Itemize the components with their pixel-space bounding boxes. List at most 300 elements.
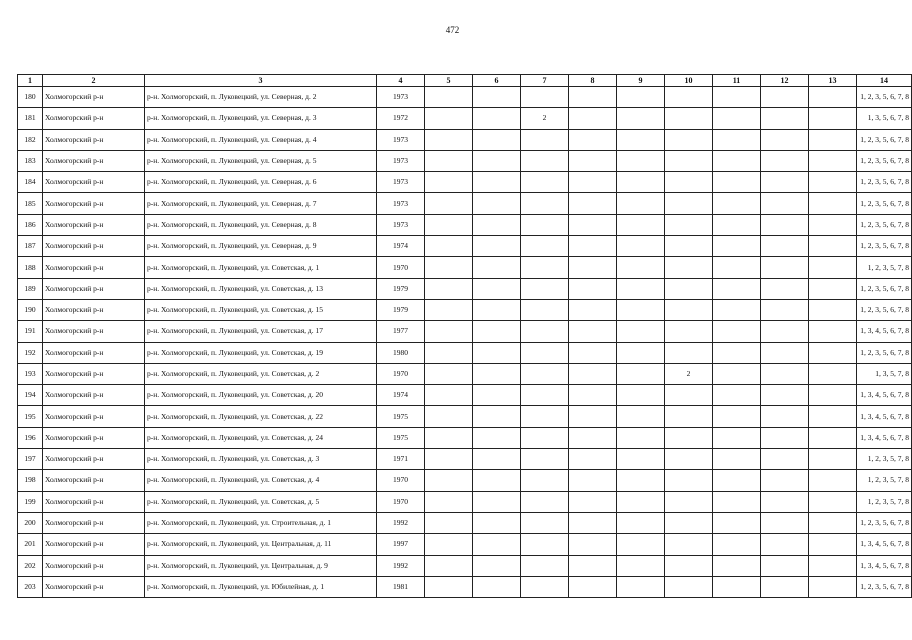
table-row xyxy=(18,512,912,533)
col-9-cell xyxy=(617,129,665,150)
district-cell: Холмогорский р-н xyxy=(43,172,145,193)
col-7-cell xyxy=(521,214,569,235)
col-13-cell xyxy=(809,150,857,171)
col-14-cell: 1, 2, 3, 5, 7, 8 xyxy=(857,470,912,491)
col-9-cell xyxy=(617,555,665,576)
district-cell: Холмогорский р-н xyxy=(43,87,145,108)
col-9-cell xyxy=(617,278,665,299)
col-13-cell xyxy=(809,555,857,576)
col-9-cell xyxy=(617,257,665,278)
district-cell: Холмогорский р-н xyxy=(43,214,145,235)
col-8-cell xyxy=(569,470,617,491)
col-10-cell xyxy=(665,449,713,470)
row-number: 186 xyxy=(18,214,43,235)
year-cell: 1971 xyxy=(377,449,425,470)
col-5-cell xyxy=(425,576,473,597)
col-8-cell xyxy=(569,172,617,193)
col-11-cell xyxy=(713,299,761,320)
table-row xyxy=(18,257,912,278)
table-row xyxy=(18,363,912,384)
col-9-cell xyxy=(617,491,665,512)
col-10-cell xyxy=(665,193,713,214)
district-cell: Холмогорский р-н xyxy=(43,491,145,512)
col-6-cell xyxy=(473,236,521,257)
col-9-cell xyxy=(617,236,665,257)
col-12-cell xyxy=(761,534,809,555)
col-14-cell: 1, 3, 4, 5, 6, 7, 8 xyxy=(857,406,912,427)
col-7-cell xyxy=(521,512,569,533)
col-11-cell xyxy=(713,534,761,555)
col-6-cell xyxy=(473,342,521,363)
col-12-cell xyxy=(761,278,809,299)
col-9-cell xyxy=(617,342,665,363)
address-cell: р-н. Холмогорский, п. Луковецкий, ул. Советская, д. 5 xyxy=(145,491,377,512)
col-9-cell xyxy=(617,214,665,235)
housing-registry-table xyxy=(17,74,912,598)
col-5-cell xyxy=(425,449,473,470)
col-14-cell: 1, 2, 3, 5, 6, 7, 8 xyxy=(857,236,912,257)
col-10-cell xyxy=(665,406,713,427)
col-10-cell xyxy=(665,129,713,150)
col-7-cell xyxy=(521,172,569,193)
col-5-cell xyxy=(425,236,473,257)
col-12-cell xyxy=(761,193,809,214)
col-7-cell xyxy=(521,321,569,342)
col-11-cell xyxy=(713,87,761,108)
col-13-cell xyxy=(809,236,857,257)
col-8-cell xyxy=(569,576,617,597)
col-10-cell xyxy=(665,172,713,193)
col-10-cell xyxy=(665,150,713,171)
table-row xyxy=(18,150,912,171)
col-10-cell xyxy=(665,299,713,320)
district-cell: Холмогорский р-н xyxy=(43,363,145,384)
col-12-cell xyxy=(761,257,809,278)
col-12-cell xyxy=(761,385,809,406)
district-cell: Холмогорский р-н xyxy=(43,321,145,342)
col-7-cell xyxy=(521,150,569,171)
year-cell: 1973 xyxy=(377,193,425,214)
col-11-cell xyxy=(713,491,761,512)
col-8-cell xyxy=(569,129,617,150)
col-14-cell: 1, 2, 3, 5, 6, 7, 8 xyxy=(857,150,912,171)
row-number: 192 xyxy=(18,342,43,363)
col-6-cell xyxy=(473,214,521,235)
col-9-cell xyxy=(617,385,665,406)
table-row xyxy=(18,342,912,363)
col-12-cell xyxy=(761,427,809,448)
col-14-cell: 1, 2, 3, 5, 6, 7, 8 xyxy=(857,87,912,108)
col-13-cell xyxy=(809,172,857,193)
col-12-cell xyxy=(761,406,809,427)
column-header-7: 7 xyxy=(521,75,569,87)
col-14-cell: 1, 2, 3, 5, 7, 8 xyxy=(857,491,912,512)
col-10-cell xyxy=(665,214,713,235)
address-cell: р-н. Холмогорский, п. Луковецкий, ул. Советская, д. 22 xyxy=(145,406,377,427)
col-13-cell xyxy=(809,534,857,555)
col-6-cell xyxy=(473,129,521,150)
col-5-cell xyxy=(425,512,473,533)
column-header-1: 1 xyxy=(18,75,43,87)
address-cell: р-н. Холмогорский, п. Луковецкий, ул. Советская, д. 15 xyxy=(145,299,377,320)
col-13-cell xyxy=(809,87,857,108)
col-6-cell xyxy=(473,555,521,576)
address-cell: р-н. Холмогорский, п. Луковецкий, ул. Центральная, д. 11 xyxy=(145,534,377,555)
col-9-cell xyxy=(617,427,665,448)
col-11-cell xyxy=(713,236,761,257)
address-cell: р-н. Холмогорский, п. Луковецкий, ул. Советская, д. 1 xyxy=(145,257,377,278)
year-cell: 1992 xyxy=(377,555,425,576)
col-8-cell xyxy=(569,406,617,427)
col-5-cell xyxy=(425,87,473,108)
col-8-cell xyxy=(569,491,617,512)
year-cell: 1973 xyxy=(377,129,425,150)
col-13-cell xyxy=(809,299,857,320)
col-9-cell xyxy=(617,150,665,171)
table-row xyxy=(18,555,912,576)
col-7-cell xyxy=(521,576,569,597)
column-header-6: 6 xyxy=(473,75,521,87)
col-11-cell xyxy=(713,555,761,576)
col-14-cell: 1, 3, 4, 5, 6, 7, 8 xyxy=(857,555,912,576)
column-header-5: 5 xyxy=(425,75,473,87)
col-11-cell xyxy=(713,108,761,129)
row-number: 188 xyxy=(18,257,43,278)
district-cell: Холмогорский р-н xyxy=(43,342,145,363)
col-10-cell: 2 xyxy=(665,363,713,384)
table-row xyxy=(18,193,912,214)
col-6-cell xyxy=(473,172,521,193)
table-row xyxy=(18,299,912,320)
col-5-cell xyxy=(425,555,473,576)
col-6-cell xyxy=(473,470,521,491)
address-cell: р-н. Холмогорский, п. Луковецкий, ул. Северная, д. 7 xyxy=(145,193,377,214)
column-header-3: 3 xyxy=(145,75,377,87)
col-12-cell xyxy=(761,342,809,363)
year-cell: 1979 xyxy=(377,299,425,320)
column-header-11: 11 xyxy=(713,75,761,87)
row-number: 202 xyxy=(18,555,43,576)
col-14-cell: 1, 3, 4, 5, 6, 7, 8 xyxy=(857,427,912,448)
col-9-cell xyxy=(617,470,665,491)
col-7-cell xyxy=(521,534,569,555)
table-row xyxy=(18,172,912,193)
col-5-cell xyxy=(425,299,473,320)
col-14-cell: 1, 3, 4, 5, 6, 7, 8 xyxy=(857,321,912,342)
col-6-cell xyxy=(473,150,521,171)
col-10-cell xyxy=(665,555,713,576)
col-10-cell xyxy=(665,470,713,491)
col-11-cell xyxy=(713,512,761,533)
col-6-cell xyxy=(473,278,521,299)
row-number: 199 xyxy=(18,491,43,512)
col-12-cell xyxy=(761,236,809,257)
col-7-cell xyxy=(521,87,569,108)
col-8-cell xyxy=(569,108,617,129)
col-10-cell xyxy=(665,87,713,108)
col-14-cell: 1, 2, 3, 5, 6, 7, 8 xyxy=(857,278,912,299)
col-6-cell xyxy=(473,108,521,129)
col-13-cell xyxy=(809,193,857,214)
year-cell: 1970 xyxy=(377,363,425,384)
table-row xyxy=(18,87,912,108)
year-cell: 1979 xyxy=(377,278,425,299)
column-header-10: 10 xyxy=(665,75,713,87)
col-6-cell xyxy=(473,87,521,108)
col-8-cell xyxy=(569,150,617,171)
district-cell: Холмогорский р-н xyxy=(43,427,145,448)
col-8-cell xyxy=(569,299,617,320)
year-cell: 1980 xyxy=(377,342,425,363)
col-7-cell xyxy=(521,129,569,150)
col-12-cell xyxy=(761,214,809,235)
col-10-cell xyxy=(665,576,713,597)
col-8-cell xyxy=(569,193,617,214)
col-10-cell xyxy=(665,491,713,512)
table-row xyxy=(18,278,912,299)
col-9-cell xyxy=(617,449,665,470)
col-8-cell xyxy=(569,449,617,470)
year-cell: 1973 xyxy=(377,87,425,108)
col-6-cell xyxy=(473,257,521,278)
row-number: 190 xyxy=(18,299,43,320)
col-6-cell xyxy=(473,385,521,406)
col-11-cell xyxy=(713,278,761,299)
col-13-cell xyxy=(809,321,857,342)
col-13-cell xyxy=(809,257,857,278)
col-8-cell xyxy=(569,278,617,299)
col-12-cell xyxy=(761,87,809,108)
col-6-cell xyxy=(473,491,521,512)
col-11-cell xyxy=(713,214,761,235)
table-row xyxy=(18,534,912,555)
year-cell: 1970 xyxy=(377,257,425,278)
row-number: 195 xyxy=(18,406,43,427)
col-9-cell xyxy=(617,299,665,320)
district-cell: Холмогорский р-н xyxy=(43,129,145,150)
col-11-cell xyxy=(713,385,761,406)
col-7-cell xyxy=(521,406,569,427)
table-row xyxy=(18,406,912,427)
address-cell: р-н. Холмогорский, п. Луковецкий, ул. Северная, д. 9 xyxy=(145,236,377,257)
table-row xyxy=(18,491,912,512)
col-6-cell xyxy=(473,576,521,597)
col-13-cell xyxy=(809,278,857,299)
address-cell: р-н. Холмогорский, п. Луковецкий, ул. Строительная, д. 1 xyxy=(145,512,377,533)
row-number: 181 xyxy=(18,108,43,129)
col-13-cell xyxy=(809,108,857,129)
row-number: 182 xyxy=(18,129,43,150)
col-14-cell: 1, 2, 3, 5, 6, 7, 8 xyxy=(857,214,912,235)
col-5-cell xyxy=(425,534,473,555)
col-14-cell: 1, 2, 3, 5, 6, 7, 8 xyxy=(857,512,912,533)
col-10-cell xyxy=(665,321,713,342)
col-6-cell xyxy=(473,193,521,214)
col-9-cell xyxy=(617,406,665,427)
col-5-cell xyxy=(425,108,473,129)
col-7-cell xyxy=(521,555,569,576)
col-5-cell xyxy=(425,406,473,427)
col-8-cell xyxy=(569,257,617,278)
column-header-4: 4 xyxy=(377,75,425,87)
col-11-cell xyxy=(713,470,761,491)
col-7-cell xyxy=(521,236,569,257)
col-10-cell xyxy=(665,257,713,278)
col-9-cell xyxy=(617,363,665,384)
col-7-cell xyxy=(521,299,569,320)
col-5-cell xyxy=(425,363,473,384)
year-cell: 1974 xyxy=(377,385,425,406)
col-12-cell xyxy=(761,172,809,193)
col-14-cell: 1, 2, 3, 5, 6, 7, 8 xyxy=(857,299,912,320)
year-cell: 1970 xyxy=(377,491,425,512)
col-11-cell xyxy=(713,129,761,150)
address-cell: р-н. Холмогорский, п. Луковецкий, ул. Советская, д. 17 xyxy=(145,321,377,342)
col-6-cell xyxy=(473,534,521,555)
col-11-cell xyxy=(713,406,761,427)
column-header-13: 13 xyxy=(809,75,857,87)
col-14-cell: 1, 2, 3, 5, 7, 8 xyxy=(857,257,912,278)
year-cell: 1973 xyxy=(377,150,425,171)
address-cell: р-н. Холмогорский, п. Луковецкий, ул. Северная, д. 5 xyxy=(145,150,377,171)
col-7-cell xyxy=(521,278,569,299)
col-9-cell xyxy=(617,321,665,342)
address-cell: р-н. Холмогорский, п. Луковецкий, ул. Юбилейная, д. 1 xyxy=(145,576,377,597)
col-8-cell xyxy=(569,555,617,576)
col-14-cell: 1, 2, 3, 5, 6, 7, 8 xyxy=(857,576,912,597)
col-13-cell xyxy=(809,342,857,363)
table-body xyxy=(18,87,912,598)
district-cell: Холмогорский р-н xyxy=(43,555,145,576)
col-8-cell xyxy=(569,342,617,363)
col-13-cell xyxy=(809,385,857,406)
row-number: 189 xyxy=(18,278,43,299)
address-cell: р-н. Холмогорский, п. Луковецкий, ул. Советская, д. 20 xyxy=(145,385,377,406)
col-5-cell xyxy=(425,342,473,363)
address-cell: р-н. Холмогорский, п. Луковецкий, ул. Северная, д. 2 xyxy=(145,87,377,108)
col-14-cell: 1, 3, 5, 7, 8 xyxy=(857,363,912,384)
col-9-cell xyxy=(617,512,665,533)
col-14-cell: 1, 3, 5, 6, 7, 8 xyxy=(857,108,912,129)
col-9-cell xyxy=(617,108,665,129)
column-header-12: 12 xyxy=(761,75,809,87)
col-13-cell xyxy=(809,406,857,427)
table-row xyxy=(18,108,912,129)
district-cell: Холмогорский р-н xyxy=(43,236,145,257)
address-cell: р-н. Холмогорский, п. Луковецкий, ул. Советская, д. 19 xyxy=(145,342,377,363)
table-row xyxy=(18,214,912,235)
col-11-cell xyxy=(713,449,761,470)
district-cell: Холмогорский р-н xyxy=(43,576,145,597)
col-12-cell xyxy=(761,491,809,512)
col-5-cell xyxy=(425,321,473,342)
column-header-14: 14 xyxy=(857,75,912,87)
district-cell: Холмогорский р-н xyxy=(43,108,145,129)
col-11-cell xyxy=(713,150,761,171)
col-12-cell xyxy=(761,321,809,342)
col-13-cell xyxy=(809,427,857,448)
col-8-cell xyxy=(569,385,617,406)
col-5-cell xyxy=(425,172,473,193)
col-11-cell xyxy=(713,342,761,363)
col-7-cell xyxy=(521,470,569,491)
address-cell: р-н. Холмогорский, п. Луковецкий, ул. Северная, д. 6 xyxy=(145,172,377,193)
district-cell: Холмогорский р-н xyxy=(43,512,145,533)
district-cell: Холмогорский р-н xyxy=(43,150,145,171)
address-cell: р-н. Холмогорский, п. Луковецкий, ул. Советская, д. 3 xyxy=(145,449,377,470)
col-12-cell xyxy=(761,150,809,171)
column-header-9: 9 xyxy=(617,75,665,87)
col-7-cell xyxy=(521,257,569,278)
col-8-cell xyxy=(569,427,617,448)
district-cell: Холмогорский р-н xyxy=(43,278,145,299)
col-11-cell xyxy=(713,427,761,448)
col-9-cell xyxy=(617,87,665,108)
col-6-cell xyxy=(473,449,521,470)
row-number: 193 xyxy=(18,363,43,384)
col-11-cell xyxy=(713,172,761,193)
row-number: 196 xyxy=(18,427,43,448)
col-8-cell xyxy=(569,236,617,257)
col-7-cell xyxy=(521,342,569,363)
district-cell: Холмогорский р-н xyxy=(43,257,145,278)
col-12-cell xyxy=(761,108,809,129)
address-cell: р-н. Холмогорский, п. Луковецкий, ул. Советская, д. 2 xyxy=(145,363,377,384)
col-7-cell xyxy=(521,363,569,384)
col-8-cell xyxy=(569,534,617,555)
row-number: 201 xyxy=(18,534,43,555)
col-11-cell xyxy=(713,576,761,597)
col-10-cell xyxy=(665,427,713,448)
col-10-cell xyxy=(665,342,713,363)
col-13-cell xyxy=(809,470,857,491)
col-6-cell xyxy=(473,321,521,342)
col-7-cell xyxy=(521,193,569,214)
col-5-cell xyxy=(425,278,473,299)
col-11-cell xyxy=(713,193,761,214)
col-10-cell xyxy=(665,385,713,406)
col-12-cell xyxy=(761,555,809,576)
row-number: 184 xyxy=(18,172,43,193)
district-cell: Холмогорский р-н xyxy=(43,299,145,320)
table-row xyxy=(18,236,912,257)
address-cell: р-н. Холмогорский, п. Луковецкий, ул. Северная, д. 8 xyxy=(145,214,377,235)
page-number: 472 xyxy=(445,25,460,35)
row-number: 197 xyxy=(18,449,43,470)
col-6-cell xyxy=(473,512,521,533)
col-13-cell xyxy=(809,512,857,533)
col-14-cell: 1, 2, 3, 5, 6, 7, 8 xyxy=(857,129,912,150)
col-12-cell xyxy=(761,129,809,150)
col-5-cell xyxy=(425,150,473,171)
table-row xyxy=(18,129,912,150)
table-header-row xyxy=(18,75,912,87)
year-cell: 1975 xyxy=(377,406,425,427)
row-number: 194 xyxy=(18,385,43,406)
year-cell: 1981 xyxy=(377,576,425,597)
year-cell: 1974 xyxy=(377,236,425,257)
year-cell: 1972 xyxy=(377,108,425,129)
table-row xyxy=(18,385,912,406)
col-6-cell xyxy=(473,427,521,448)
district-cell: Холмогорский р-н xyxy=(43,385,145,406)
table-row xyxy=(18,427,912,448)
col-9-cell xyxy=(617,193,665,214)
col-5-cell xyxy=(425,470,473,491)
col-8-cell xyxy=(569,321,617,342)
col-12-cell xyxy=(761,470,809,491)
address-cell: р-н. Холмогорский, п. Луковецкий, ул. Северная, д. 3 xyxy=(145,108,377,129)
